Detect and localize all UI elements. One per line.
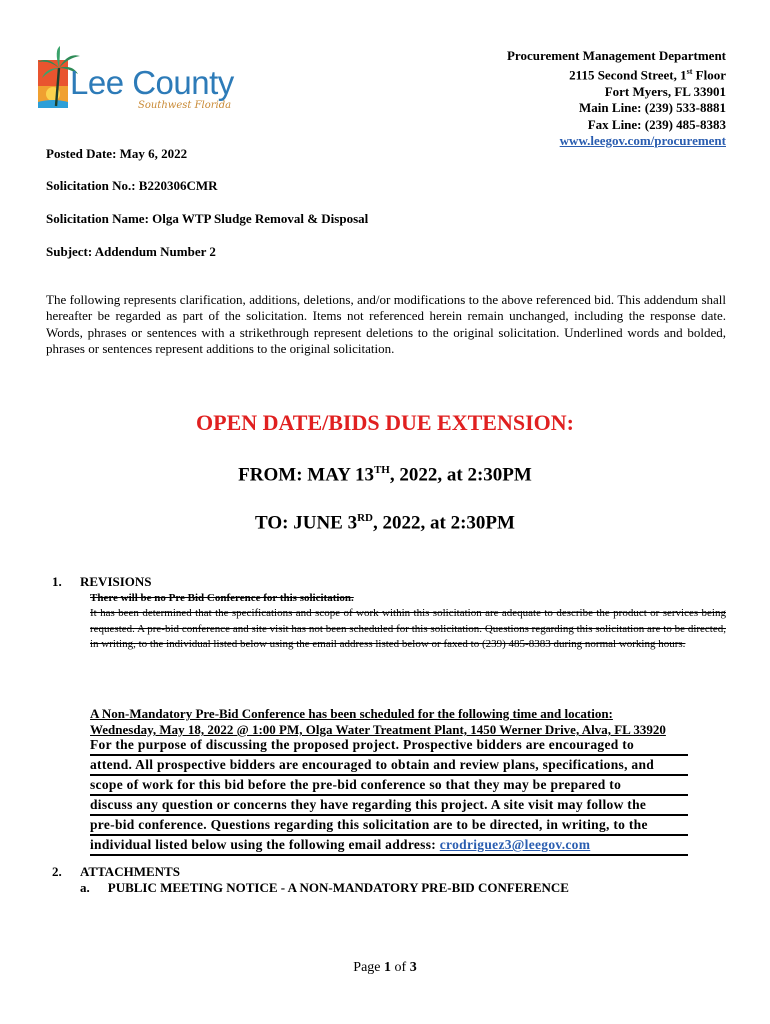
solicitation-name: Solicitation Name: Olga WTP Sludge Removal & Disposal [46, 211, 369, 226]
deleted-paragraph: It has been determined that the specifications and scope of work within this solicitation are adequate to describe the product or services being requested. A pre-bid conference and site visit has not been scheduled for this solicitation. Questions regarding this solicitation are to be directed, in writing, to the individual listed below using the email address listed below or faxed to (239) 485-8383 during normal working hours. [90, 607, 726, 651]
page-number: Page 1 of 3 [353, 960, 417, 975]
logo-wordmark: Lee County [70, 64, 234, 101]
contact-email-link[interactable]: crodriguez3@leegov.com [439, 837, 591, 852]
section-2-number: 2. [52, 864, 62, 879]
extension-heading: OPEN DATE/BIDS DUE EXTENSION: [196, 410, 574, 435]
added-conference-details: Wednesday, May 18, 2022 @ 1:00 PM, Olga Water Treatment Plant, 1450 Werner Drive, Alva, FL 33920 [90, 722, 666, 737]
fax-number: Fax Line: (239) 485-8383 [587, 116, 726, 132]
deleted-sentence: There will be no Pre Bid Conference for this solicitation. [90, 592, 354, 604]
address-block [507, 48, 726, 149]
section-1-number: 1. [52, 574, 62, 589]
subject-line: Subject: Addendum Number 2 [46, 244, 216, 259]
street-address: 2115 Second Street, 1st Floor [569, 67, 726, 83]
solicitation-number: Solicitation No.: B220306CMR [46, 178, 218, 193]
intro-paragraph: The following represents clarification, additions, deletions, and/or modifications to the above referenced bid. This addendum shall hereafter be regarded as part of the solicitation. Items not referenced herein remain unchanged, including the response date. Words, phrases or sentences with a strikethrough represent deletions to the original solicitation. Underlined words and bolded, phrases or sentences represent additions to the original solicitation. [46, 292, 726, 357]
department-name: Procurement Management Department [506, 48, 726, 63]
city-state-zip: Fort Myers, FL 33901 [604, 83, 726, 99]
conference-purpose-block: For the purpose of discussing the proposed project. Prospective bidders are encouraged to attend. All prospective bidders are encouraged to obtain and review plans, specifications, and scope of work for this bid before the pre-bid conference so that they may be prepared to discuss any question or concerns they have regarding this project. A site visit may follow the pre-bid conference. Questions regarding this solicitation are to be directed, in writing, to the individual listed below using the following email address: crodriguez3@leegov.com [90, 736, 688, 856]
section-2-title: ATTACHMENTS [80, 864, 180, 879]
posted-date: Posted Date: May 6, 2022 [46, 146, 188, 161]
from-date: FROM: MAY 13TH, 2022, at 2:30PM [238, 464, 532, 486]
added-conference-notice: A Non-Mandatory Pre-Bid Conference has been scheduled for the following time and location: [90, 706, 613, 721]
main-phone: Main Line: (239) 533-8881 [579, 100, 726, 116]
logo-tagline: Southwest Florida [138, 100, 232, 111]
website-link[interactable]: www.leegov.com/procurement [559, 132, 726, 148]
attachment-a: a. PUBLIC MEETING NOTICE - A NON-MANDATORY PRE-BID CONFERENCE [80, 880, 569, 895]
to-date: TO: JUNE 3RD, 2022, at 2:30PM [255, 512, 515, 534]
section-1-title: REVISIONS [80, 574, 152, 589]
